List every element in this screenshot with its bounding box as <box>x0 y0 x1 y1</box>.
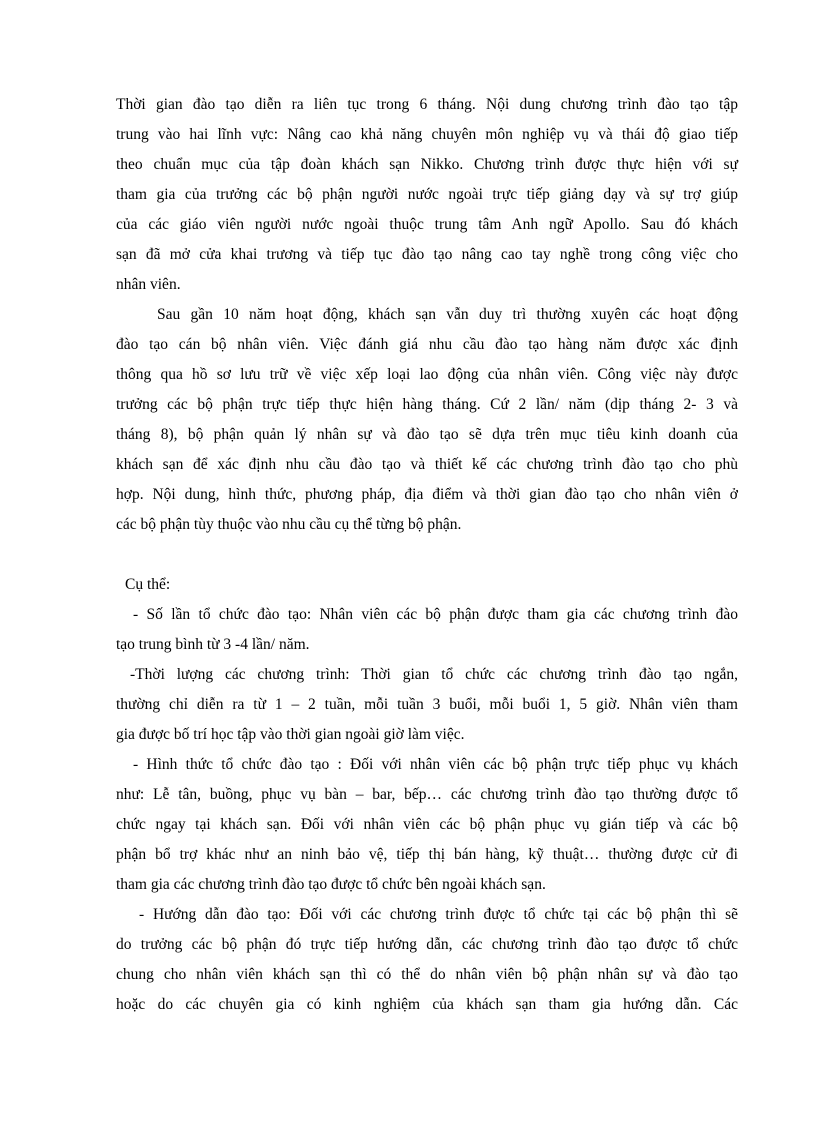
list-item-line: chức ngay tại khách sạn. Đối với nhân viên các bộ phận phục vụ gián tiếp và các bộ <box>116 816 738 833</box>
list-item-line: gia được bố trí học tập vào thời gian ngoài giờ làm việc. <box>116 726 465 743</box>
list-item-line: chung cho nhân viên khách sạn thì có thể do nhân viên bộ phận nhân sự và đào tạo <box>116 966 738 983</box>
text-line: Sau gần 10 năm hoạt động, khách sạn vẫn duy trì thường xuyên các hoạt động <box>157 306 738 323</box>
text-line: thông qua hồ sơ lưu trữ về việc xếp loại lao động của nhân viên. Công việc này được <box>116 366 738 383</box>
list-item-line: do trưởng các bộ phận đó trực tiếp hướng dẫn, các chương trình đào tạo được tổ chức <box>116 936 738 953</box>
text-line: sạn đã mở cửa khai trương và tiếp tục đào tạo nâng cao tay nghề trong công việc cho <box>116 246 738 263</box>
list-item-line: - Hình thức tổ chức đào tạo : Đối với nhân viên các bộ phận trực tiếp phục vụ khách <box>133 756 738 773</box>
list-item-line: tạo trung bình từ 3 -4 lần/ năm. <box>116 636 310 653</box>
text-line: Thời gian đào tạo diễn ra liên tục trong 6 tháng. Nội dung chương trình đào tạo tập <box>116 96 738 113</box>
list-item-line: phận bổ trợ khác như an ninh bảo vệ, tiếp thị bán hàng, kỹ thuật… thường được cử đi <box>116 846 738 863</box>
text-line: tham gia của trưởng các bộ phận người nước ngoài trực tiếp giảng dạy và sự trợ giúp <box>116 186 738 203</box>
text-line: trung vào hai lĩnh vực: Nâng cao khả năng chuyên môn nghiệp vụ và thái độ giao tiếp <box>116 126 738 143</box>
text-line: trưởng các bộ phận trực tiếp thực hiện hàng tháng. Cứ 2 lần/ năm (dịp tháng 2- 3 và <box>116 396 738 413</box>
list-item-line: - Số lần tổ chức đào tạo: Nhân viên các bộ phận được tham gia các chương trình đào <box>133 606 738 623</box>
text-line: của các giáo viên người nước ngoài thuộc trung tâm Anh ngữ Apollo. Sau đó khách <box>116 216 738 233</box>
list-item-line: -Thời lượng các chương trình: Thời gian tổ chức các chương trình đào tạo ngắn, <box>130 666 738 683</box>
text-line: tháng 8), bộ phận quản lý nhân sự và đào tạo sẽ dựa trên mục tiêu kinh doanh của <box>116 426 738 443</box>
list-item-line: tham gia các chương trình đào tạo được tổ chức bên ngoài khách sạn. <box>116 876 546 893</box>
text-line: đào tạo cán bộ nhân viên. Việc đánh giá nhu cầu đào tạo hàng năm được xác định <box>116 336 738 353</box>
list-item-line: như: Lễ tân, buồng, phục vụ bàn – bar, bếp… các chương trình đào tạo thường được tổ <box>116 786 738 803</box>
list-item-line: hoặc do các chuyên gia có kinh nghiệm của khách sạn tham gia hướng dẫn. Các <box>116 996 738 1013</box>
text-line: theo chuẩn mục của tập đoàn khách sạn Nikko. Chương trình được thực hiện với sự <box>116 156 738 173</box>
text-line: hợp. Nội dung, hình thức, phương pháp, địa điểm và thời gian đào tạo cho nhân viên ở <box>116 486 738 503</box>
list-item-line: thường chỉ diễn ra từ 1 – 2 tuần, mỗi tuần 3 buổi, mỗi buổi 1, 5 giờ. Nhân viên tham <box>116 696 738 713</box>
section-label: Cụ thể: <box>125 576 171 593</box>
text-line: các bộ phận tùy thuộc vào nhu cầu cụ thể từng bộ phận. <box>116 516 462 533</box>
text-line: khách sạn để xác định nhu cầu đào tạo và thiết kế các chương trình đào tạo cho phù <box>116 456 738 473</box>
text-line: nhân viên. <box>116 276 181 293</box>
list-item-line: - Hướng dẫn đào tạo: Đối với các chương trình được tổ chức tại các bộ phận thì sẽ <box>139 906 738 923</box>
